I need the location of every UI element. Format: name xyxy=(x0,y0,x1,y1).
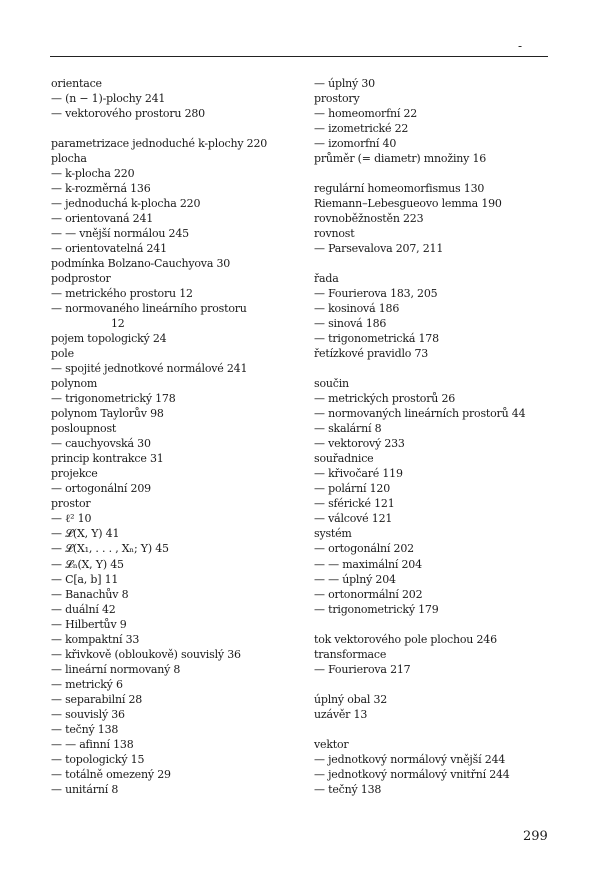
index-entry: 12 xyxy=(111,317,125,331)
index-entry: podprostor xyxy=(51,272,111,286)
index-entry: — 𝓛(X, Y) 41 xyxy=(51,527,120,541)
index-entry: pojem topologický 24 xyxy=(51,332,167,346)
index-entry: — Parsevalova 207, 211 xyxy=(314,242,444,256)
index-entry: — tečný 138 xyxy=(314,782,382,796)
index-entry: — totálně omezený 29 xyxy=(51,767,171,781)
index-entry: — lineární normovaný 8 xyxy=(51,662,181,676)
index-entry: — úplný 30 xyxy=(314,77,375,90)
index-entry: — kompaktní 33 xyxy=(51,632,140,646)
index-entry: — trigonometrický 178 xyxy=(51,392,176,406)
index-column-left xyxy=(51,76,301,797)
index-entry: — orientovatelná 241 xyxy=(51,242,167,256)
index-entry: — C[a, b] 11 xyxy=(51,572,119,586)
index-entry: řada xyxy=(314,272,339,286)
header-rule xyxy=(50,56,548,57)
index-gap xyxy=(314,256,554,271)
index-entry: — cauchyovská 30 xyxy=(51,437,151,451)
index-entry: — (n − 1)-plochy 241 xyxy=(51,92,166,106)
index-entry: — orientovaná 241 xyxy=(51,212,154,226)
index-entry: — k-rozměrná 136 xyxy=(51,182,151,196)
index-entry: polynom xyxy=(51,377,98,391)
index-column-right xyxy=(314,76,554,797)
index-gap xyxy=(314,677,554,692)
index-entry: — — maximální 204 xyxy=(314,557,422,571)
index-entry: součin xyxy=(314,377,349,391)
index-entry: — separabilní 28 xyxy=(51,692,143,706)
index-entry: podmínka Bolzano-Cauchyova 30 xyxy=(51,257,231,271)
index-entry: — izomorfní 40 xyxy=(314,137,397,151)
index-entry: — trigonometrická 178 xyxy=(314,332,439,346)
index-gap xyxy=(51,121,301,136)
index-entry: — vektorový 233 xyxy=(314,437,405,451)
page-number: 299 xyxy=(523,829,548,844)
index-entry: — vektorového prostoru 280 xyxy=(51,107,205,121)
index-entry: — ortogonální 202 xyxy=(314,542,414,556)
index-entry: — — vnější normálou 245 xyxy=(51,227,189,241)
index-entry: — ℓ² 10 xyxy=(51,512,92,526)
running-header-mark: - xyxy=(518,39,523,53)
index-entry: plocha xyxy=(51,152,87,166)
index-entry: — Banachův 8 xyxy=(51,587,129,601)
index-entry: — sinová 186 xyxy=(314,317,387,331)
index-entry: — sférické 121 xyxy=(314,497,395,511)
index-entry: transformace xyxy=(314,647,387,661)
index-entry: — Hilbertův 9 xyxy=(51,617,127,631)
index-entry: polynom Taylorův 98 xyxy=(51,407,164,421)
index-entry: projekce xyxy=(51,467,98,481)
index-entry: — Fourierova 217 xyxy=(314,662,411,676)
index-entry: vektor xyxy=(314,737,349,751)
index-entry: — metrický 6 xyxy=(51,677,123,691)
index-entry: — souvislý 36 xyxy=(51,707,125,721)
index-entry: — tečný 138 xyxy=(51,722,119,736)
index-entry: pole xyxy=(51,347,74,361)
index-entry: prostory xyxy=(314,92,360,106)
index-entry: uzávěr 13 xyxy=(314,707,368,721)
index-entry: princip kontrakce 31 xyxy=(51,452,164,466)
index-gap xyxy=(314,166,554,181)
index-entry: — polární 120 xyxy=(314,482,390,496)
index-entry: — ortogonální 209 xyxy=(51,482,151,496)
index-entry: systém xyxy=(314,527,352,541)
index-entry: — 𝓛(X₁, . . . , Xₙ; Y) 45 xyxy=(51,542,169,556)
index-entry: — normovaného lineárního prostoru xyxy=(51,302,247,316)
index-entry: — křivkově (obloukově) souvislý 36 xyxy=(51,647,241,661)
index-entry: souřadnice xyxy=(314,452,374,466)
index-entry: — k-plocha 220 xyxy=(51,167,135,181)
index-entry: — duální 42 xyxy=(51,602,116,616)
index-entry: rovnost xyxy=(314,227,355,241)
index-entry: — 𝓛ₙ(X, Y) 45 xyxy=(51,557,124,571)
index-entry: — normovaných lineárních prostorů 44 xyxy=(314,407,526,421)
index-entry: posloupnost xyxy=(51,422,117,436)
index-entry: — jednotkový normálový vnější 244 xyxy=(314,752,506,766)
index-entry: — metrického prostoru 12 xyxy=(51,287,193,301)
index-entry: — topologický 15 xyxy=(51,752,145,766)
index-entry: — — afinní 138 xyxy=(51,737,134,751)
index-entry: Riemann–Lebesgueovo lemma 190 xyxy=(314,197,502,211)
index-entry: — Fourierova 183, 205 xyxy=(314,287,438,301)
index-entry: orientace xyxy=(51,77,102,90)
index-entry: — skalární 8 xyxy=(314,422,382,436)
index-entry: — izometrické 22 xyxy=(314,122,409,136)
index-entry: — válcové 121 xyxy=(314,512,393,526)
index-gap xyxy=(314,361,554,376)
index-entry: — — úplný 204 xyxy=(314,572,396,586)
index-entry: prostor xyxy=(51,497,91,511)
index-entry: — jednoduchá k-plocha 220 xyxy=(51,197,201,211)
index-entry: — homeomorfní 22 xyxy=(314,107,418,121)
index-entry: tok vektorového pole plochou 246 xyxy=(314,632,497,646)
index-entry: — křivočaré 119 xyxy=(314,467,403,481)
index-entry: — jednotkový normálový vnitřní 244 xyxy=(314,767,510,781)
index-entry: rovnoběžnostěn 223 xyxy=(314,212,424,226)
index-entry: — ortonormální 202 xyxy=(314,587,423,601)
index-entry: — kosinová 186 xyxy=(314,302,400,316)
index-entry: — unitární 8 xyxy=(51,782,119,796)
index-gap xyxy=(314,617,554,632)
index-entry: parametrizace jednoduché k-plochy 220 xyxy=(51,137,268,151)
index-entry: — spojité jednotkové normálové 241 xyxy=(51,362,248,376)
index-entry: regulární homeomorfismus 130 xyxy=(314,182,485,196)
index-entry: — trigonometrický 179 xyxy=(314,602,439,616)
index-entry: řetízkové pravidlo 73 xyxy=(314,347,429,361)
index-gap xyxy=(314,722,554,737)
index-entry: úplný obal 32 xyxy=(314,692,388,706)
index-entry: průměr (= diametr) množiny 16 xyxy=(314,152,487,166)
index-entry: — metrických prostorů 26 xyxy=(314,392,456,406)
